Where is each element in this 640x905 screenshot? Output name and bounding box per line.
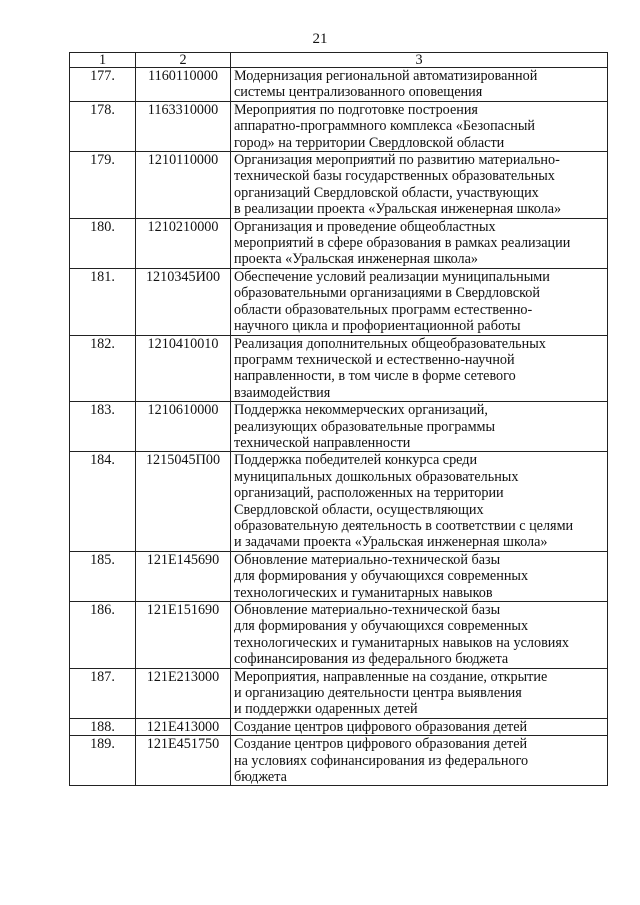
row-number: 184. xyxy=(70,452,136,551)
description-line: для формирования у обучающихся современных xyxy=(234,568,529,585)
description-line: Обновление материально-технической базы xyxy=(234,551,501,568)
description-line: технической направленности xyxy=(234,434,411,451)
description-line: технологических и гуманитарных навыков xyxy=(234,584,493,601)
row-number: 181. xyxy=(70,268,136,335)
description-line: и поддержки одаренных детей xyxy=(234,701,418,718)
row-number: 179. xyxy=(70,152,136,219)
table-row xyxy=(70,668,608,718)
description-line: в реализации проекта «Уральская инженерная школа» xyxy=(234,201,562,218)
description-line: Поддержка некоммерческих организаций, xyxy=(234,402,488,419)
item-description xyxy=(231,718,608,735)
classification-code: 1210210000 xyxy=(136,218,231,268)
table-row xyxy=(70,452,608,551)
classification-code: 121E213000 xyxy=(136,668,231,718)
table-row xyxy=(70,736,608,786)
description-line: Создание центров цифрового образования детей xyxy=(234,736,528,753)
classification-code: 1210410010 xyxy=(136,335,231,402)
description-line: системы централизованного оповещения xyxy=(234,84,483,101)
table-row xyxy=(70,218,608,268)
table-row xyxy=(70,68,608,102)
description-line: Обеспечение условий реализации муниципальными xyxy=(234,268,550,285)
description-line: области образовательных программ естественно- xyxy=(234,301,533,318)
description-line: бюджета xyxy=(234,769,287,786)
description-line: аппаратно-программного комплекса «Безопасный xyxy=(234,118,535,135)
row-number: 188. xyxy=(70,718,136,735)
row-number: 183. xyxy=(70,402,136,452)
row-number: 182. xyxy=(70,335,136,402)
description-line: Мероприятия по подготовке построения xyxy=(234,101,478,118)
budget-code-table xyxy=(69,52,608,786)
table-header xyxy=(70,53,608,68)
description-line: Поддержка победителей конкурса среди xyxy=(234,452,478,469)
description-line: проекта «Уральская инженерная школа» xyxy=(234,251,478,268)
item-description xyxy=(231,551,608,601)
classification-code: 121E145690 xyxy=(136,551,231,601)
description-line: научного цикла и профориентационной работы xyxy=(234,318,521,335)
description-line: для формирования у обучающихся современных xyxy=(234,618,529,635)
row-number: 177. xyxy=(70,68,136,102)
table-row xyxy=(70,268,608,335)
description-line: Организация и проведение общеобластных xyxy=(234,218,496,235)
description-line: образовательными организациями в Свердловской xyxy=(234,285,540,302)
classification-code: 1210610000 xyxy=(136,402,231,452)
description-line: Организация мероприятий по развитию материально- xyxy=(234,152,560,169)
description-line: Обновление материально-технической базы xyxy=(234,602,501,618)
description-line: организаций, расположенных на территории xyxy=(234,485,504,502)
description-line: образовательную деятельность в соответствии с целями xyxy=(234,517,574,534)
description-line: реализующих образовательные программы xyxy=(234,418,496,435)
table-row xyxy=(70,335,608,402)
item-description xyxy=(231,402,608,452)
description-line: и организацию деятельности центра выявления xyxy=(234,685,522,702)
description-line: технической базы государственных образовательных xyxy=(234,168,555,185)
description-line: софинансирования из федерального бюджета xyxy=(234,651,509,668)
classification-code: 121E413000 xyxy=(136,718,231,735)
description-line: организаций Свердловской области, участвующих xyxy=(234,184,539,201)
description-line: взаимодействия xyxy=(234,384,331,401)
table-row xyxy=(70,718,608,735)
item-description xyxy=(231,668,608,718)
classification-code: 121E151690 xyxy=(136,602,231,669)
item-description xyxy=(231,736,608,786)
table-row xyxy=(70,551,608,601)
row-number: 185. xyxy=(70,551,136,601)
row-number: 180. xyxy=(70,218,136,268)
classification-code: 121E451750 xyxy=(136,736,231,786)
description-line: на условиях софинансирования из федерального xyxy=(234,752,529,769)
item-description xyxy=(231,452,608,551)
header-col-3: 3 xyxy=(231,53,608,68)
row-number: 189. xyxy=(70,736,136,786)
description-line: Модернизация региональной автоматизированной xyxy=(234,68,538,84)
item-description xyxy=(231,335,608,402)
row-number: 186. xyxy=(70,602,136,669)
table-row xyxy=(70,602,608,669)
item-description xyxy=(231,268,608,335)
classification-code: 1210110000 xyxy=(136,152,231,219)
description-line: город» на территории Свердловской области xyxy=(234,134,505,151)
table-row xyxy=(70,152,608,219)
header-col-2: 2 xyxy=(136,53,231,68)
header-row xyxy=(70,53,608,68)
description-line: технологических и гуманитарных навыков на условиях xyxy=(234,634,569,651)
classification-code: 1163310000 xyxy=(136,101,231,151)
item-description xyxy=(231,152,608,219)
row-number: 187. xyxy=(70,668,136,718)
item-description xyxy=(231,602,608,669)
page-number: 21 xyxy=(312,31,328,47)
description-line: направленности, в том числе в форме сетевого xyxy=(234,368,516,385)
table-row xyxy=(70,402,608,452)
description-line: Свердловской области, осуществляющих xyxy=(234,501,484,518)
description-line: программ технической и естественно-научной xyxy=(234,351,515,368)
table-row xyxy=(70,101,608,151)
item-description xyxy=(231,101,608,151)
description-line: муниципальных дошкольных образовательных xyxy=(234,468,519,485)
classification-code: 1160110000 xyxy=(136,68,231,102)
description-line: Мероприятия, направленные на создание, открытие xyxy=(234,668,548,685)
classification-code: 1210345И00 xyxy=(136,268,231,335)
description-line: и задачами проекта «Уральская инженерная школа» xyxy=(234,534,548,551)
item-description xyxy=(231,218,608,268)
classification-code: 1215045П00 xyxy=(136,452,231,551)
row-number: 178. xyxy=(70,101,136,151)
item-description xyxy=(231,68,608,102)
table-body xyxy=(70,68,608,786)
description-line: Создание центров цифрового образования детей xyxy=(234,718,528,735)
description-line: мероприятий в сфере образования в рамках реализации xyxy=(234,235,571,252)
description-line: Реализация дополнительных общеобразовательных xyxy=(234,335,546,352)
header-col-1: 1 xyxy=(70,53,136,68)
